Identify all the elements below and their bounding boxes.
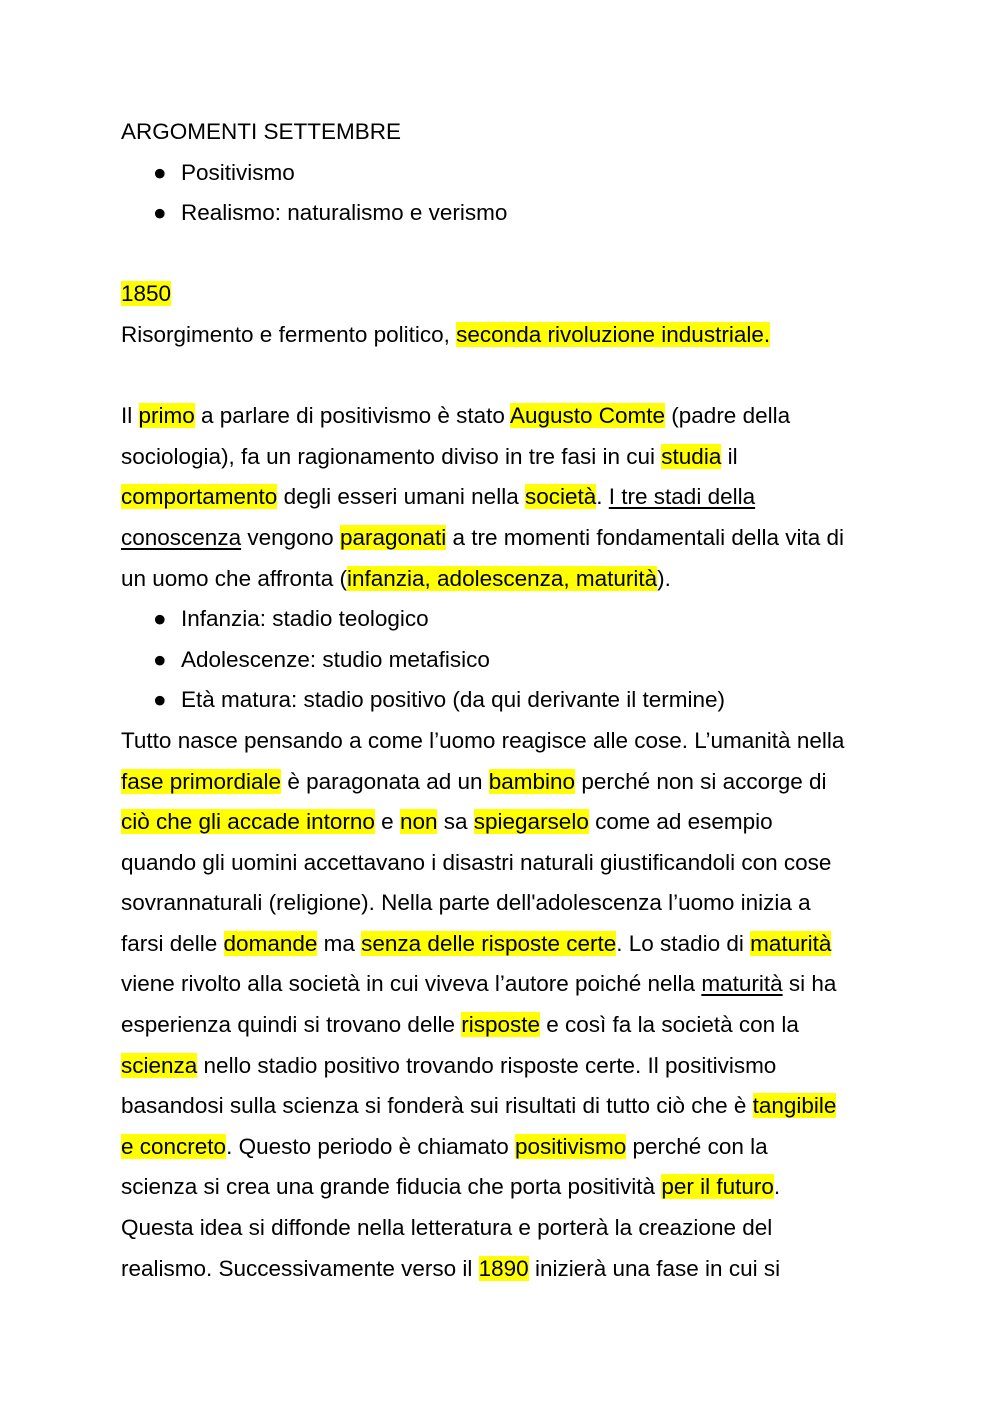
text-run: Il <box>121 403 139 429</box>
text-run: . Questo periodo è chiamato <box>226 1133 515 1159</box>
highlight: spiegarselo <box>473 809 589 835</box>
highlight: primo <box>138 403 195 429</box>
underlined-text: conoscenza <box>121 524 242 550</box>
bullet-icon: ● <box>153 200 167 226</box>
paragraph-line <box>121 518 901 559</box>
paragraph-line: sovrannaturali (religione). Nella parte dell'adolescenza l’uomo inizia a <box>121 890 811 916</box>
blank-line <box>121 356 901 397</box>
text-run: inizierà una fase in cui si <box>528 1255 781 1281</box>
text-run: il <box>721 443 738 469</box>
highlight: domande <box>223 930 318 956</box>
highlight: bambino <box>488 768 576 794</box>
text-run: farsi delle <box>121 930 224 956</box>
highlight: fase primordiale <box>121 768 282 794</box>
text-run: sa <box>437 809 474 835</box>
paragraph-line <box>121 477 901 518</box>
paragraph-line <box>121 924 901 965</box>
highlight: per il futuro <box>661 1174 774 1200</box>
highlight: non <box>399 809 438 835</box>
stage-label: Adolescenze: studio metafisico <box>181 646 490 672</box>
paragraph-line <box>121 437 901 478</box>
text-run: Risorgimento e fermento politico, <box>121 321 457 347</box>
text-run: . <box>773 1174 781 1200</box>
text-run: perché non si accorge di <box>575 768 827 794</box>
paragraph-line <box>121 762 901 803</box>
text-run: viene rivolto alla società in cui viveva l’autore poiché nella <box>121 971 702 997</box>
text-run: vengono <box>241 524 340 550</box>
paragraph-line <box>121 396 901 437</box>
highlight: positivismo <box>514 1133 627 1159</box>
blank-line <box>121 234 901 275</box>
text-run: è paragonata ad un <box>281 768 489 794</box>
highlight: scienza <box>121 1052 198 1078</box>
highlight: studia <box>661 443 722 469</box>
text-run: esperienza quindi si trovano delle <box>121 1012 462 1038</box>
topic-item <box>121 153 901 194</box>
text-run: a tre momenti fondamentali della vita di <box>446 524 844 550</box>
text-run: come ad esempio <box>588 809 773 835</box>
paragraph-line <box>121 1046 901 1087</box>
paragraph-line: quando gli uomini accettavano i disastri naturali giustificandoli con cose <box>121 849 832 875</box>
highlight: infanzia, adolescenza, maturità <box>346 565 658 591</box>
text-run: a parlare di positivismo è stato <box>194 403 510 429</box>
highlight: paragonati <box>339 524 447 550</box>
highlight: seconda rivoluzione industriale. <box>456 321 771 347</box>
paragraph-line <box>121 802 901 843</box>
topic-item <box>121 193 901 234</box>
highlight: 1850 <box>121 281 172 307</box>
highlight: società <box>524 484 597 510</box>
text-run: e così fa la società con la <box>540 1012 799 1038</box>
text-run: un uomo che affronta ( <box>121 565 347 591</box>
text-run: basandosi sulla scienza si fonderà sui risultati di tutto ciò che è <box>121 1093 753 1119</box>
text-run: ). <box>657 565 671 591</box>
text-run: sociologia), fa un ragionamento diviso in tre fasi in cui <box>121 443 662 469</box>
paragraph-line <box>121 1249 901 1290</box>
paragraph-line <box>121 964 901 1005</box>
text-run: si ha <box>782 971 837 997</box>
text-run: (padre della <box>665 403 791 429</box>
highlight: senza delle risposte certe <box>361 930 617 956</box>
highlight: e concreto <box>121 1133 227 1159</box>
paragraph-line <box>121 559 901 600</box>
year-heading <box>121 274 901 315</box>
paragraph-line <box>121 1127 901 1168</box>
topic-label: Positivismo <box>181 159 295 185</box>
text-run: nello stadio positivo trovando risposte certe. Il positivismo <box>197 1052 777 1078</box>
bullet-icon: ● <box>153 606 167 632</box>
paragraph-line <box>121 1005 901 1046</box>
bullet-icon: ● <box>153 159 167 185</box>
underlined-text: I tre stadi della <box>608 484 756 510</box>
stage-item <box>121 599 901 640</box>
highlight: tangibile <box>752 1093 837 1119</box>
stage-label: Età matura: stadio positivo (da qui derivante il termine) <box>181 687 726 713</box>
text-run: realismo. Successivamente verso il <box>121 1255 479 1281</box>
bullet-icon: ● <box>153 646 167 672</box>
paragraph-line: Tutto nasce pensando a come l’uomo reagisce alle cose. L’umanità nella <box>121 727 845 753</box>
paragraph-line <box>121 1167 901 1208</box>
text-run: . <box>596 484 609 510</box>
text-run: perché con la <box>626 1133 768 1159</box>
highlight: comportamento <box>121 484 278 510</box>
document-title: ARGOMENTI SETTEMBRE <box>121 119 402 144</box>
stage-label: Infanzia: stadio teologico <box>181 606 429 632</box>
context-line <box>121 315 901 356</box>
highlight: maturità <box>750 930 832 956</box>
stage-item <box>121 680 901 721</box>
underlined-text: maturità <box>701 971 783 997</box>
text-run: scienza si crea una grande fiducia che porta positività <box>121 1174 662 1200</box>
stage-item <box>121 640 901 681</box>
text-run: degli esseri umani nella <box>277 484 525 510</box>
highlight: risposte <box>461 1012 541 1038</box>
document-page <box>121 112 901 1289</box>
highlight: ciò che gli accade intorno <box>121 809 375 835</box>
paragraph-line <box>121 1086 901 1127</box>
topic-label: Realismo: naturalismo e verismo <box>181 200 508 226</box>
paragraph-line: Questa idea si diffonde nella letteratura e porterà la creazione del <box>121 1215 773 1241</box>
highlight: Augusto Comte <box>509 403 666 429</box>
text-run: ma <box>317 930 362 956</box>
highlight: 1890 <box>478 1255 529 1281</box>
bullet-icon: ● <box>153 687 167 713</box>
text-run: e <box>374 809 400 835</box>
text-run: . Lo stadio di <box>616 930 751 956</box>
